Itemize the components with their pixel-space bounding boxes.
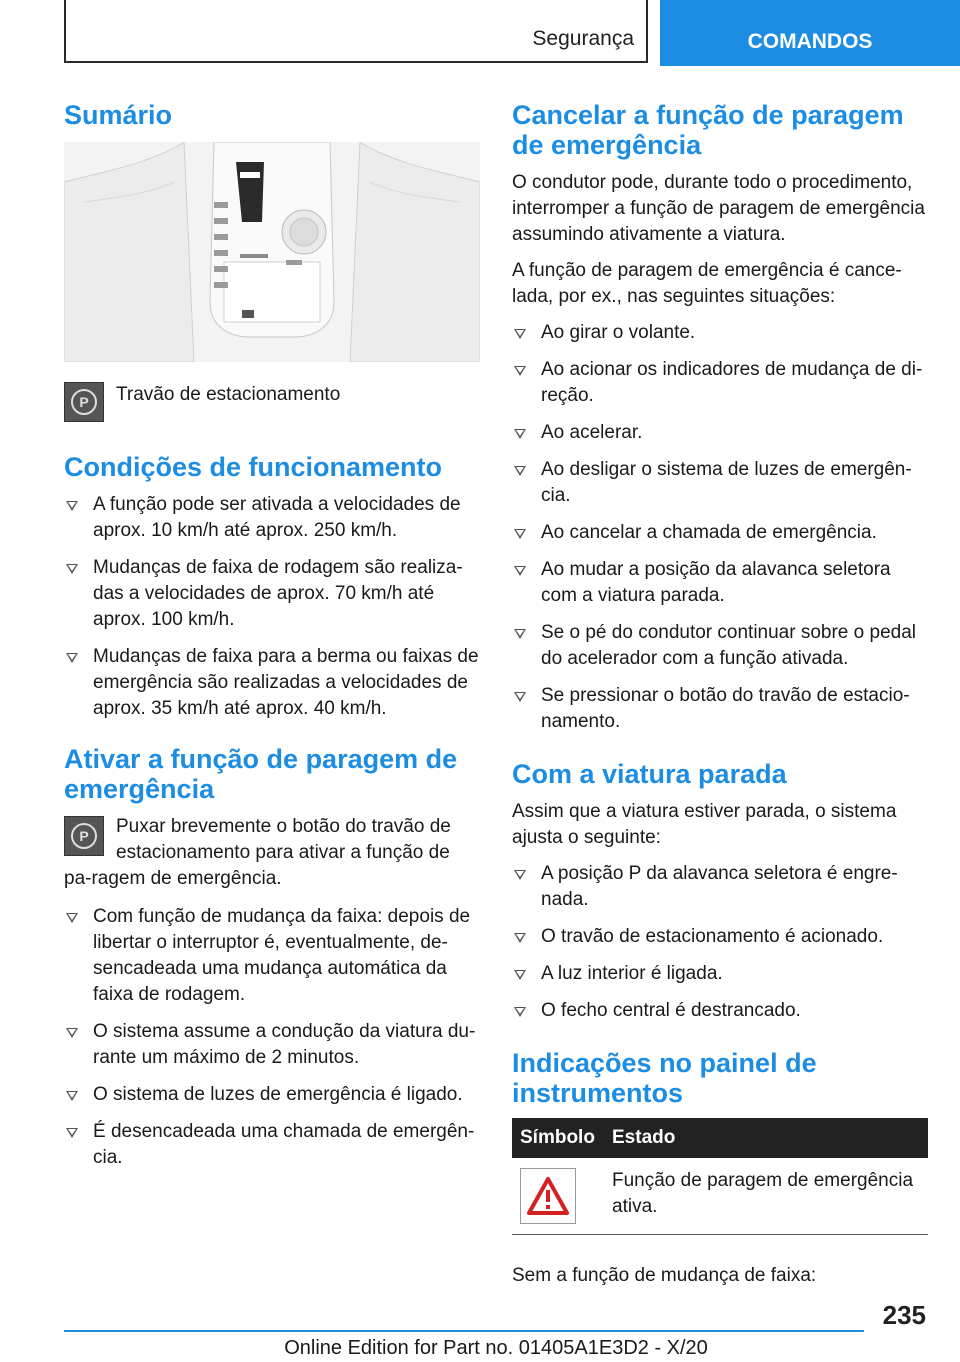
triangle-bullet-icon	[514, 466, 526, 476]
list-item: A posição P da alavanca seletora é engre-nada.	[512, 861, 928, 913]
table-row	[512, 1158, 928, 1235]
cancel-list	[512, 320, 928, 735]
list-item: Ao cancelar a chamada de emergência.	[512, 520, 928, 546]
list-item: Ao desligar o sistema de luzes de emergên-cia.	[512, 457, 928, 509]
triangle-bullet-icon	[66, 1128, 78, 1138]
list-item: Mudanças de faixa para a berma ou faixas de emergência são realizadas a velocidades de aprox. 35 km/h até aprox. 40 km/h.	[64, 644, 480, 722]
list-item: Ao mudar a posição da alavanca seletora com a viatura parada.	[512, 557, 928, 609]
table-header-row	[512, 1118, 928, 1158]
right-column	[512, 100, 928, 1299]
triangle-bullet-icon	[514, 870, 526, 880]
triangle-bullet-icon	[66, 501, 78, 511]
list-item: O sistema assume a condução da viatura du-rante um máximo de 2 minutos.	[64, 1019, 480, 1071]
chapter-tab-label: COMANDOS	[747, 30, 873, 53]
triangle-bullet-icon	[514, 970, 526, 980]
list-item: Com função de mudança da faixa: depois de libertar o interruptor é, eventualmente, de-sencadeada uma mudança automática da faixa de rodagem.	[64, 904, 480, 1008]
triangle-bullet-icon	[66, 1028, 78, 1038]
cancel-title: Cancelar a função de paragem de emergência	[512, 100, 904, 160]
chapter-tab	[660, 0, 960, 66]
triangle-bullet-icon	[514, 1007, 526, 1017]
triangle-bullet-icon	[66, 564, 78, 574]
section-title: Segurança	[532, 27, 634, 50]
parking-brake-icon: P	[64, 382, 104, 422]
state-cell: Função de paragem de emergência ativa.	[604, 1158, 928, 1235]
left-column	[64, 100, 480, 1182]
list-item: Mudanças de faixa de rodagem são realiza-das a velocidades de aprox. 70 km/h até aprox. 100 km/h.	[64, 555, 480, 633]
list-item: É desencadeada uma chamada de emergên-cia.	[64, 1119, 480, 1171]
list-item: A luz interior é ligada.	[512, 961, 928, 987]
triangle-bullet-icon	[514, 692, 526, 702]
no-lane-change-text: Sem a função de mudança de faixa:	[512, 1265, 817, 1286]
triangle-bullet-icon	[66, 653, 78, 663]
warning-triangle-icon	[520, 1168, 576, 1224]
cancel-paragraph-2: A função de paragem de emergência é cance-lada, por ex., nas seguintes situações:	[512, 260, 902, 307]
triangle-bullet-icon	[514, 629, 526, 639]
stopped-list	[512, 861, 928, 1024]
triangle-bullet-icon	[514, 529, 526, 539]
activate-instruction: P Puxar brevemente o botão do travão de estacionamento para ativar a função de pa-ragem de emergência.	[64, 816, 451, 889]
triangle-bullet-icon	[66, 913, 78, 923]
edition-text: Online Edition for Part no. 01405A1E3D2 - X/20	[284, 1337, 708, 1359]
indications-table	[512, 1118, 928, 1235]
list-item: Se o pé do condutor continuar sobre o pedal do acelerador com a função ativada.	[512, 620, 928, 672]
triangle-bullet-icon	[514, 429, 526, 439]
conditions-list	[64, 492, 480, 722]
page-number: 235	[882, 1300, 926, 1330]
list-item: Ao acionar os indicadores de mudança de di-reção.	[512, 357, 928, 409]
indications-title: Indicações no painel de instrumentos	[512, 1048, 817, 1108]
activate-list	[64, 904, 480, 1171]
triangle-bullet-icon	[514, 366, 526, 376]
triangle-bullet-icon	[514, 329, 526, 339]
parking-brake-icon: P	[64, 816, 104, 856]
list-item: A função pode ser ativada a velocidades de aprox. 10 km/h até aprox. 250 km/h.	[64, 492, 480, 544]
list-item: Ao girar o volante.	[512, 320, 928, 346]
triangle-bullet-icon	[514, 566, 526, 576]
symbol-cell	[512, 1158, 604, 1235]
conditions-title: Condições de funcionamento	[64, 452, 443, 482]
col-symbol: Símbolo	[512, 1118, 604, 1158]
list-item: O travão de estacionamento é acionado.	[512, 924, 928, 950]
cancel-paragraph-1: O condutor pode, durante todo o procedimento, interromper a função de paragem de emergência assumindo ativamente a viatura.	[512, 172, 925, 245]
list-item: O fecho central é destrancado.	[512, 998, 928, 1024]
stopped-paragraph: Assim que a viatura estiver parada, o sistema ajusta o seguinte:	[512, 801, 897, 848]
list-item: O sistema de luzes de emergência é ligado.	[64, 1082, 480, 1108]
activate-title: Ativar a função de paragem de emergência	[64, 744, 458, 804]
list-item: Ao acelerar.	[512, 420, 928, 446]
center-console-illustration	[64, 142, 480, 362]
parking-brake-legend	[64, 382, 480, 426]
triangle-bullet-icon	[66, 1091, 78, 1101]
list-item: Se pressionar o botão do travão de estacio-namento.	[512, 683, 928, 735]
triangle-bullet-icon	[514, 933, 526, 943]
footer-divider	[64, 1330, 864, 1332]
col-state: Estado	[604, 1118, 928, 1158]
summary-title: Sumário	[64, 100, 173, 130]
parking-brake-label: Travão de estacionamento	[116, 384, 341, 405]
stopped-title: Com a viatura parada	[512, 759, 787, 789]
console-drawing	[64, 142, 480, 362]
header-box	[64, 0, 648, 63]
